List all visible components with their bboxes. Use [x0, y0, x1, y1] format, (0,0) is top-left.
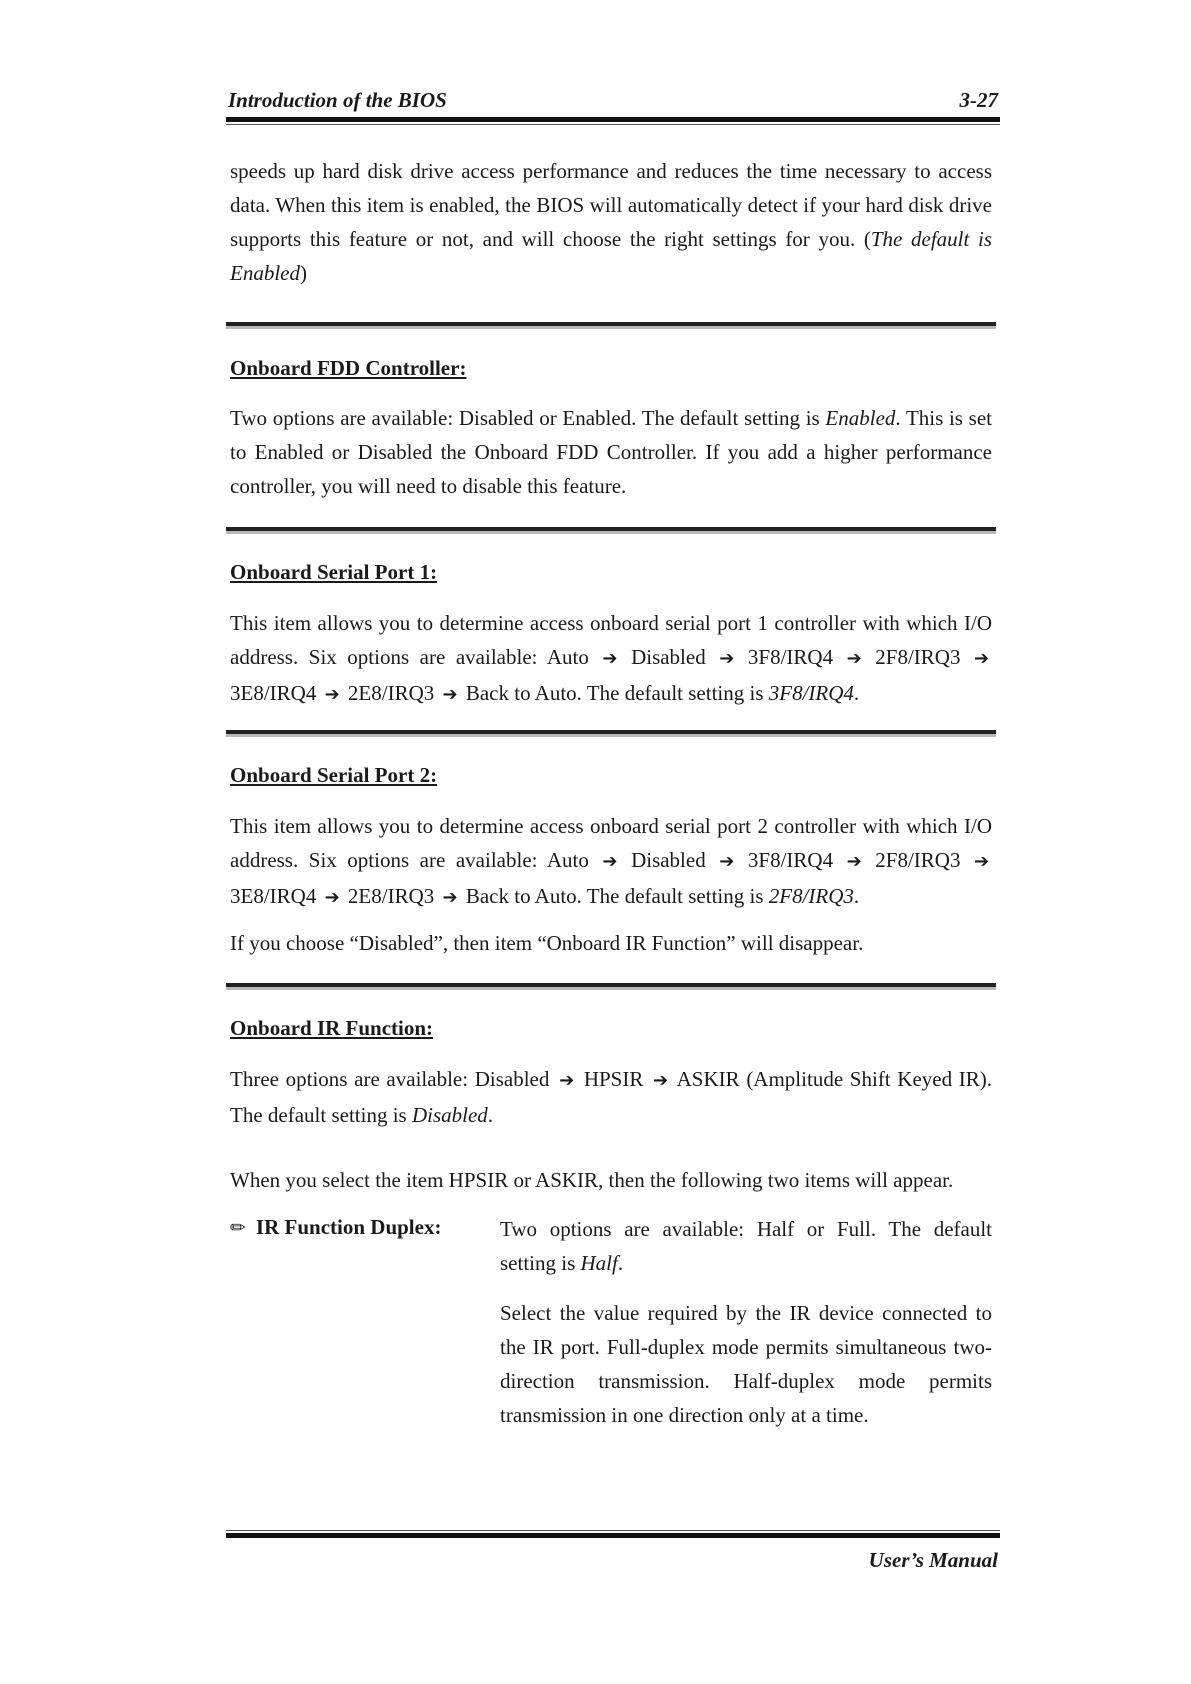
intro-paragraph: speeds up hard disk drive access performance and reduces the time necessary to access data. When this item is enabled, the BIOS will automatically detect if your hard disk drive supports this feature or not, and will choose the right settings for you. (The default is Enabled) — [230, 159, 992, 285]
ir-heading: Onboard IR Function: — [230, 1016, 434, 1040]
intro-default-note: The default is Enabled — [230, 227, 992, 285]
fdd-heading: Onboard FDD Controller: — [230, 356, 467, 380]
arrow-icon: ➔ — [653, 1070, 669, 1091]
arrow-icon: ➔ — [602, 851, 618, 872]
duplex-paragraph-2: Select the value required by the IR device connected to the IR port. Full-duplex mode permits simultaneous two-direction transmission. Half-duplex mode permits transmission in one direction only at a time. — [500, 1301, 992, 1427]
serial1-paragraph: This item allows you to determine access onboard serial port 1 controller with which I/O address. Six options are available: Auto ➔ Disabled ➔ 3F8/IRQ4 ➔ 2F8/IRQ3 ➔ 3E8/IRQ4 ➔ 2E8/IRQ3 ➔ Back to Auto. The default setting is 3F8/IRQ4. — [230, 611, 992, 705]
arrow-icon: ➔ — [602, 648, 618, 669]
section-separator — [226, 730, 996, 737]
arrow-icon: ➔ — [974, 851, 990, 872]
arrow-icon: ➔ — [324, 887, 340, 908]
ir-note: When you select the item HPSIR or ASKIR, then the following two items will appear. — [230, 1168, 954, 1192]
serial1-heading: Onboard Serial Port 1: — [230, 560, 438, 584]
arrow-icon: ➔ — [719, 851, 735, 872]
section-separator — [226, 527, 996, 534]
arrow-icon: ➔ — [324, 684, 340, 705]
footer-rule — [226, 1533, 1000, 1538]
arrow-icon: ➔ — [719, 648, 735, 669]
arrow-icon: ➔ — [974, 648, 990, 669]
arrow-icon: ➔ — [442, 684, 458, 705]
footer-rule-thin — [226, 1530, 1000, 1531]
serial2-heading: Onboard Serial Port 2: — [230, 763, 438, 787]
fdd-paragraph: Two options are available: Disabled or Enabled. The default setting is Enabled. This is set to Enabled or Disabled the Onboard FDD Controller. If you add a higher performance controller, you will need to disable this feature. — [230, 406, 992, 498]
ir-paragraph: Three options are available: Disabled ➔ HPSIR ➔ ASKIR (Amplitude Shift Keyed IR). The default setting is Disabled. — [230, 1067, 993, 1127]
header-rule-thin — [226, 124, 1000, 125]
serial2-note: If you choose “Disabled”, then item “Onboard IR Function” will disappear. — [230, 931, 864, 955]
header-page-number: 3-27 — [959, 88, 998, 112]
serial2-paragraph: This item allows you to determine access onboard serial port 2 controller with which I/O address. Six options are available: Auto ➔ Disabled ➔ 3F8/IRQ4 ➔ 2F8/IRQ3 ➔ 3E8/IRQ4 ➔ 2E8/IRQ3 ➔ Back to Auto. The default setting is 2F8/IRQ3. — [230, 814, 992, 908]
arrow-icon: ➔ — [846, 851, 862, 872]
footer-text: User’s Manual — [868, 1548, 998, 1572]
arrow-icon: ➔ — [846, 648, 862, 669]
pencil-icon: ✏ — [230, 1217, 246, 1239]
duplex-label: ✏ IR Function Duplex: — [230, 1215, 442, 1239]
section-separator — [226, 322, 996, 329]
section-separator — [226, 983, 996, 990]
arrow-icon: ➔ — [559, 1070, 575, 1091]
arrow-icon: ➔ — [442, 887, 458, 908]
duplex-paragraph-1: Two options are available: Half or Full. The default setting is Half. — [500, 1217, 992, 1275]
header-rule — [226, 117, 1000, 122]
running-header — [228, 88, 998, 113]
header-title: Introduction of the BIOS — [228, 88, 447, 112]
